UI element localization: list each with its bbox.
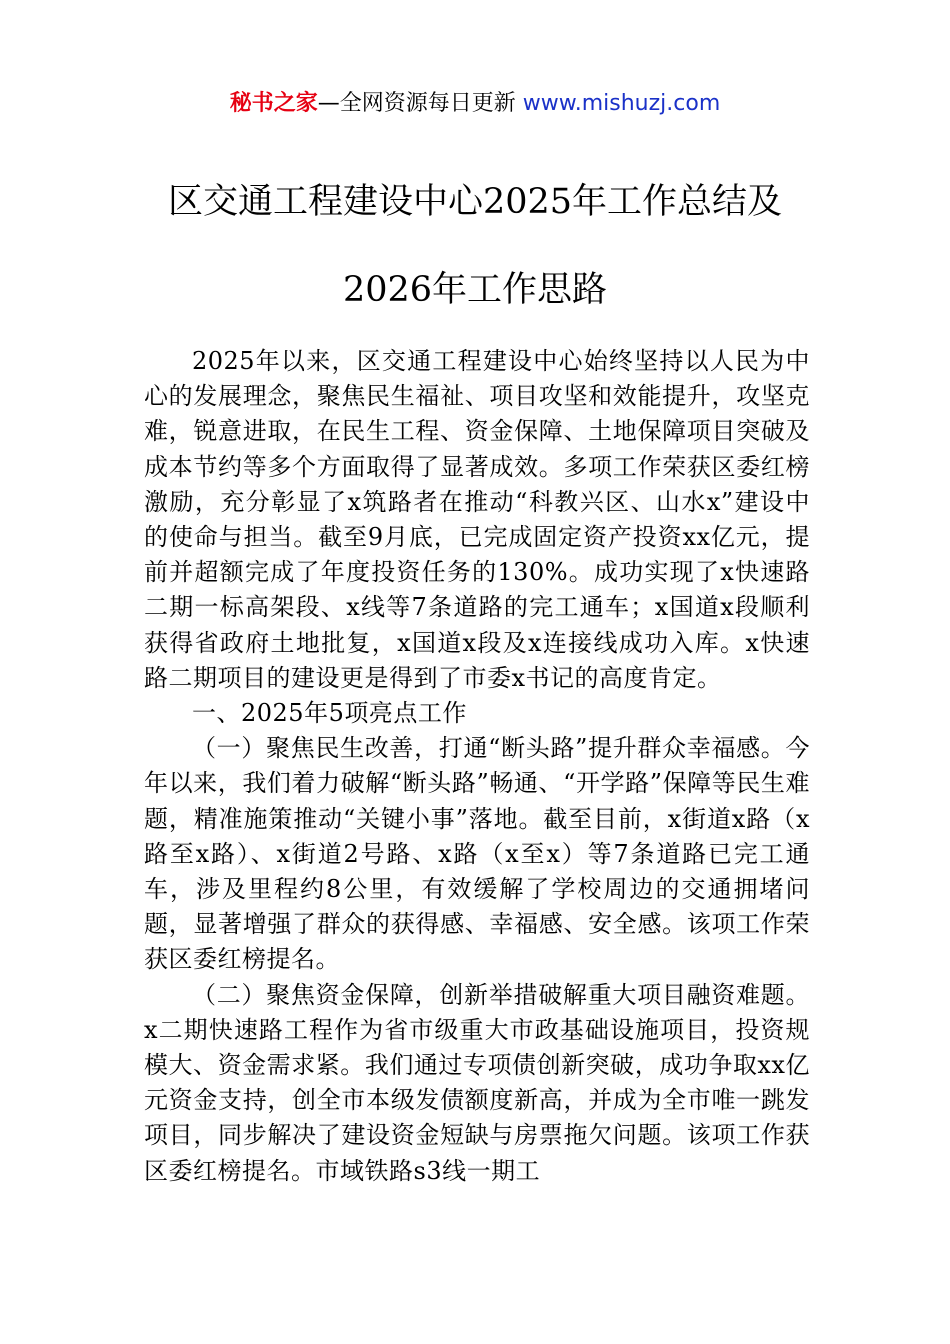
site-link[interactable]: www.mishuzj.com: [522, 91, 721, 116]
site-header: [0, 88, 950, 120]
document-title: [60, 158, 890, 334]
header-slogan: —全网资源每日更新: [317, 91, 523, 116]
title-line-2: 2026年工作思路: [342, 270, 608, 310]
intro-paragraph: 2025年以来，区交通工程建设中心始终坚持以人民为中心的发展理念，聚焦民生福祉、项目攻坚和效能提升，攻坚克难，锐意进取，在民生工程、资金保障、土地保障项目突破及成本节约等多个方面取得了显著成效。多项工作荣获区委红榜激励，充分彰显了x筑路者在推动“科教兴区、山水x”建设中的使命与担当。截至9月底，已完成固定资产投资xx亿元，提前并超额完成了年度投资任务的130%。成功实现了x快速路二期一标高架段、x线等7条道路的完工通车；x国道x段顺利获得省政府土地批复，x国道x段及x连接线成功入库。x快速路二期项目的建设更是得到了市委x书记的高度肯定。: [144, 347, 810, 692]
section-heading: 一、2025年5项亮点工作: [192, 699, 467, 728]
title-line-1: 区交通工程建设中心2025年工作总结及: [167, 182, 783, 222]
body-paragraph: （一）聚焦民生改善，打通“断头路”提升群众幸福感。今年以来，我们着力破解“断头路”畅通、“开学路”保障等民生难题，精准施策推动“关键小事”落地。截至目前，x街道x路（x路至x路）、x街道2号路、x路（x至x）等7条道路已完工通车，涉及里程约8公里，有效缓解了学校周边的交通拥堵问题，显著增强了群众的获得感、幸福感、安全感。该项工作荣获区委红榜提名。: [144, 734, 810, 974]
document-body: [144, 344, 810, 1189]
brand-name: 秘书之家: [229, 91, 318, 116]
body-paragraph: （二）聚焦资金保障，创新举措破解重大项目融资难题。x二期快速路工程作为省市级重大市政基础设施项目，投资规模大、资金需求紧。我们通过专项债创新突破，成功争取xx亿元资金支持，创全市本级发债额度新高，并成为全市唯一跳发项目，同步解决了建设资金短缺与房票拖欠问题。该项工作获区委红榜提名。市域铁路s3线一期工: [144, 980, 810, 1185]
